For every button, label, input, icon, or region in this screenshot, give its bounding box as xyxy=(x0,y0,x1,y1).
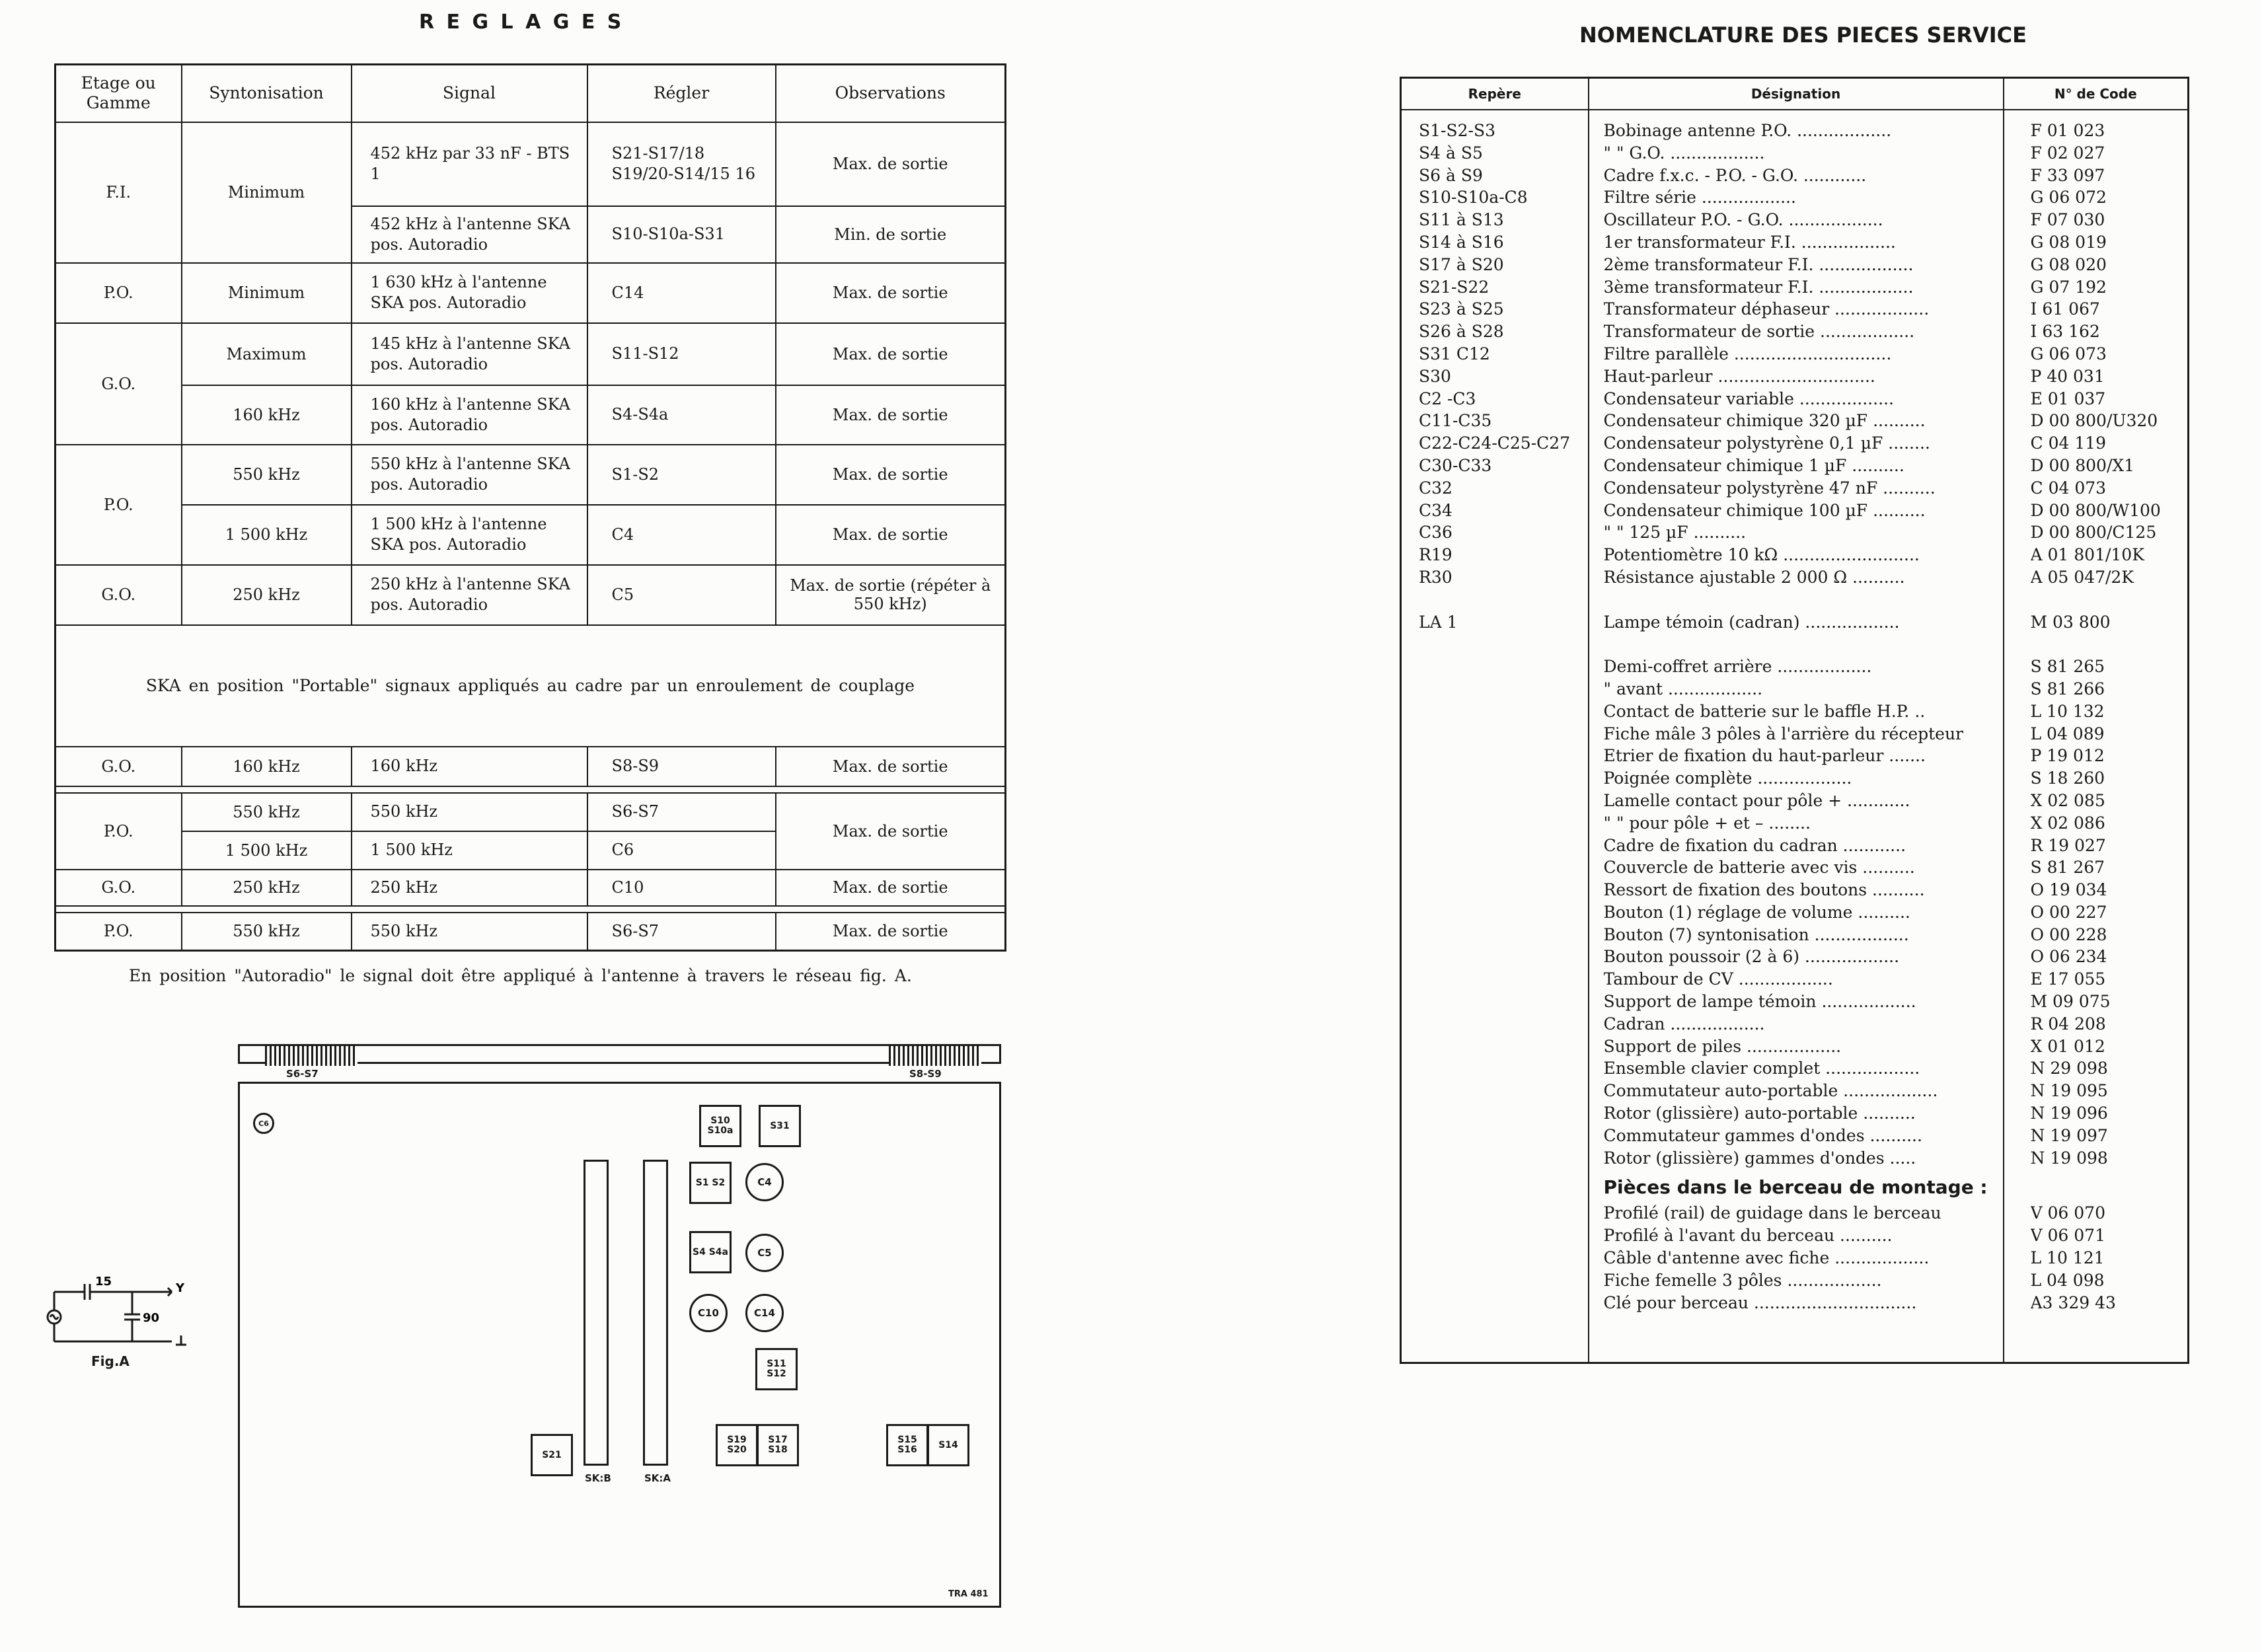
designation-item: Cadre de fixation du cadran ............ xyxy=(1603,835,1906,855)
designation-item: 2ème transformateur F.I. .................. xyxy=(1603,254,1914,274)
code-item: D 00 800/C125 xyxy=(2030,523,2157,543)
fig-y-label: Y xyxy=(176,1281,185,1295)
ska-slider xyxy=(643,1160,668,1466)
bar-comb-right xyxy=(889,1046,981,1066)
code-item: I 61 067 xyxy=(2030,299,2100,319)
designation-item: Lampe témoin (cadran) .................. xyxy=(1603,612,1900,632)
repere-item: S17 à S20 xyxy=(1419,254,1504,274)
designation-item: " " 125 µF .......... xyxy=(1603,523,1747,543)
designation-item: Lamelle contact pour pôle + ............ xyxy=(1603,790,1910,810)
repere-item: C36 xyxy=(1419,523,1452,543)
synt-cell: 550 kHz xyxy=(182,793,352,831)
etage-cell: G.O. xyxy=(56,323,182,445)
s10-box: S10 S10a xyxy=(699,1105,741,1147)
code-item: N 19 096 xyxy=(2030,1104,2108,1123)
regler-cell: C5 xyxy=(587,565,776,625)
s11-box: S11 S12 xyxy=(755,1348,798,1390)
repere-item: S1-S2-S3 xyxy=(1419,121,1495,140)
code-item: R 19 027 xyxy=(2030,835,2106,855)
designation-item: " avant .................. xyxy=(1603,679,1763,698)
obs-cell: Max. de sortie xyxy=(776,870,1006,906)
designation-item: Condensateur chimique 100 µF .......... xyxy=(1603,500,1926,520)
etage-cell: P.O. xyxy=(56,793,182,870)
header-designation: Désignation xyxy=(1589,78,2004,110)
obs-cell: Max. de sortie xyxy=(776,323,1006,385)
signal-cell: 550 kHz à l'antenne SKA pos. Autoradio xyxy=(352,445,587,505)
code-item: F 02 027 xyxy=(2030,143,2105,163)
designation-item: 3ème transformateur F.I. .................. xyxy=(1603,277,1914,297)
berceau-code-item: L 10 121 xyxy=(2030,1248,2105,1268)
code-item: G 06 073 xyxy=(2030,344,2107,363)
synt-cell: 550 kHz xyxy=(182,913,352,951)
autoradio-footnote: En position "Autoradio" le signal doit être appliqué à l'antenne à travers le réseau fig. A. xyxy=(129,966,912,985)
spacer xyxy=(1419,589,1588,611)
spacer xyxy=(2031,589,2188,611)
signal-cell: 250 kHz à l'antenne SKA pos. Autoradio xyxy=(352,565,587,625)
signal-cell: 1 500 kHz xyxy=(352,831,587,870)
code-item: N 19 097 xyxy=(2030,1125,2108,1145)
berceau-designation-item: Fiche femelle 3 pôles .................. xyxy=(1603,1270,1882,1290)
header-syntonisation: Syntonisation xyxy=(182,65,352,122)
designation-item: Poignée complète .................. xyxy=(1603,769,1852,788)
bar-label-right: S8-S9 xyxy=(909,1068,942,1080)
signal-cell: 160 kHz xyxy=(352,747,587,786)
berceau-designation-item: Profilé (rail) de guidage dans le berceau xyxy=(1603,1203,1942,1223)
designation-item: Potentiomètre 10 kΩ .......................... xyxy=(1603,545,1920,565)
obs-cell: Max. de sortie xyxy=(776,445,1006,505)
ska-label: SK:A xyxy=(644,1472,671,1484)
code-item: F 07 030 xyxy=(2030,210,2105,230)
code-item: S 81 267 xyxy=(2030,858,2105,878)
berceau-code-item: V 06 071 xyxy=(2030,1226,2105,1246)
fig-a-title: Fig.A xyxy=(91,1353,130,1369)
etage-cell: G.O. xyxy=(56,565,182,625)
spacer xyxy=(2031,633,2188,656)
code-item: R 04 208 xyxy=(2030,1014,2106,1033)
synt-cell: 550 kHz xyxy=(182,445,352,505)
repere-item: S30 xyxy=(1419,366,1451,386)
obs-cell: Max. de sortie xyxy=(776,122,1006,206)
repere-item: C34 xyxy=(1419,500,1452,520)
signal-cell: 550 kHz xyxy=(352,793,587,831)
synt-cell: Minimum xyxy=(182,263,352,323)
code-item: D 00 800/W100 xyxy=(2030,500,2161,520)
regler-cell: S11-S12 xyxy=(587,323,776,385)
nomenclature-title: NOMENCLATURE DES PIECES SERVICE xyxy=(1579,22,2027,48)
berceau-title-spacer xyxy=(2031,1169,2188,1202)
code-item: M 03 800 xyxy=(2030,612,2111,632)
etage-cell: G.O. xyxy=(56,747,182,786)
repere-item: S21-S22 xyxy=(1419,277,1489,297)
berceau-designation-item: Câble d'antenne avec fiche .................. xyxy=(1603,1248,1930,1268)
designation-item: Bouton (7) syntonisation .................. xyxy=(1603,924,1909,944)
designation-item: Cadre f.x.c. - P.O. - G.O. ............ xyxy=(1603,165,1867,185)
code-item: L 04 089 xyxy=(2030,724,2105,743)
regler-cell: S4-S4a xyxy=(587,385,776,445)
c4-circle: C4 xyxy=(745,1163,784,1201)
code-item: E 17 055 xyxy=(2030,969,2106,989)
etage-cell: P.O. xyxy=(56,913,182,951)
designation-item: Bobinage antenne P.O. .................. xyxy=(1603,121,1892,140)
designation-item: Haut-parleur .............................. xyxy=(1603,366,1875,386)
code-item: X 02 086 xyxy=(2030,813,2105,833)
code-item: O 19 034 xyxy=(2030,880,2107,900)
synt-cell: 250 kHz xyxy=(182,870,352,906)
bar-comb-left xyxy=(265,1046,358,1066)
code-item: D 00 800/U320 xyxy=(2030,411,2158,431)
code-item: N 19 098 xyxy=(2030,1148,2108,1168)
code-item: F 33 097 xyxy=(2030,165,2105,185)
regler-cell: S1-S2 xyxy=(587,445,776,505)
repere-item: S26 à S28 xyxy=(1419,322,1504,342)
berceau-code-item: L 04 098 xyxy=(2030,1270,2105,1290)
s14-box: S14 xyxy=(927,1424,969,1466)
repere-item: R19 xyxy=(1419,545,1452,565)
designation-item: Condensateur variable .................. xyxy=(1603,389,1894,408)
code-item: F 01 023 xyxy=(2030,121,2105,140)
signal-cell: 452 kHz par 33 nF - BTS 1 xyxy=(352,122,587,206)
bar-label-left: S6-S7 xyxy=(286,1068,319,1080)
code-item: O 00 228 xyxy=(2030,924,2107,944)
repere-item: C32 xyxy=(1419,478,1452,498)
code-item: C 04 073 xyxy=(2030,478,2107,498)
signal-cell: 145 kHz à l'antenne SKA pos. Autoradio xyxy=(352,323,587,385)
designation-item: Filtre série .................. xyxy=(1603,188,1796,207)
regler-cell: C10 xyxy=(587,870,776,906)
designation-item: " " G.O. .................. xyxy=(1603,143,1765,163)
regler-cell: C4 xyxy=(587,505,776,565)
ground-icon xyxy=(176,1335,186,1345)
code-item: E 01 037 xyxy=(2030,389,2106,408)
code-item: X 02 085 xyxy=(2030,790,2105,810)
code-item: G 08 020 xyxy=(2030,254,2107,274)
synt-cell: 1 500 kHz xyxy=(182,505,352,565)
designation-item: Condensateur chimique 1 µF .......... xyxy=(1603,455,1904,475)
repere-item: S23 à S25 xyxy=(1419,299,1504,319)
spacer xyxy=(1604,633,2003,656)
obs-cell: Max. de sortie xyxy=(776,747,1006,786)
code-item: N 29 098 xyxy=(2030,1059,2108,1078)
repere-item: S10-S10a-C8 xyxy=(1419,188,1528,207)
spacer xyxy=(1604,589,2003,611)
designation-item: Bouton poussoir (2 à 6) .................. xyxy=(1603,947,1900,967)
designation-item: Commutateur auto-portable .................. xyxy=(1603,1081,1938,1101)
code-item: C 04 119 xyxy=(2030,433,2107,453)
synt-cell: Minimum xyxy=(182,122,352,263)
regler-cell: S6-S7 xyxy=(587,793,776,831)
code-item: I 63 162 xyxy=(2030,322,2100,342)
header-signal: Signal xyxy=(352,65,587,122)
code-item: G 06 072 xyxy=(2030,188,2107,207)
designation-item: 1er transformateur F.I. .................. xyxy=(1603,232,1896,252)
repere-item: LA 1 xyxy=(1419,612,1458,632)
code-item: O 06 234 xyxy=(2030,947,2107,967)
top-slider-bar xyxy=(238,1044,1001,1064)
code-item: A 05 047/2K xyxy=(2030,567,2134,587)
header-etage: Etage ou Gamme xyxy=(56,65,182,122)
code-item: A 01 801/10K xyxy=(2030,545,2144,565)
s19-box: S19 S20 xyxy=(716,1424,758,1466)
s21-box: S21 xyxy=(531,1434,573,1476)
designation-item: Commutateur gammes d'ondes .......... xyxy=(1603,1125,1922,1145)
designation-item: Cadran .................. xyxy=(1603,1014,1765,1033)
s1-box: S1 S2 xyxy=(689,1162,732,1204)
code-item: G 08 019 xyxy=(2030,232,2107,252)
designation-item: Support de piles .................. xyxy=(1603,1036,1842,1056)
regler-cell: S21-S17/18 S19/20-S14/15 16 xyxy=(587,122,776,206)
designation-item: Contact de batterie sur le baffle H.P. .. xyxy=(1603,701,1926,721)
s31-box: S31 xyxy=(759,1105,801,1147)
code-item: P 19 012 xyxy=(2030,746,2105,766)
code-item: S 81 266 xyxy=(2030,679,2105,698)
designation-item: Tambour de CV .................. xyxy=(1603,969,1833,989)
designation-item: Bouton (1) réglage de volume .......... xyxy=(1603,902,1910,922)
designation-item: Condensateur polystyrène 0,1 µF ........ xyxy=(1603,433,1930,453)
c5-circle: C5 xyxy=(745,1234,784,1272)
synt-cell: 250 kHz xyxy=(182,565,352,625)
c14-circle: C14 xyxy=(745,1294,784,1332)
designation-item: Support de lampe témoin .................. xyxy=(1603,992,1916,1012)
regler-cell: S6-S7 xyxy=(587,913,776,951)
berceau-title: Pièces dans le berceau de montage : xyxy=(1603,1176,1988,1199)
signal-cell: 1 630 kHz à l'antenne SKA pos. Autoradio xyxy=(352,263,587,323)
repere-item: C22-C24-C25-C27 xyxy=(1419,433,1571,453)
designation-item: Fiche mâle 3 pôles à l'arrière du récepteur xyxy=(1603,724,1964,743)
signal-cell: 250 kHz xyxy=(352,870,587,906)
obs-cell: Max. de sortie xyxy=(776,913,1006,951)
repere-item: S14 à S16 xyxy=(1419,232,1504,252)
designation-item: Transformateur de sortie .................. xyxy=(1603,322,1915,342)
regler-cell: S8-S9 xyxy=(587,747,776,786)
signal-cell: 160 kHz à l'antenne SKA pos. Autoradio xyxy=(352,385,587,445)
skb-slider xyxy=(584,1160,609,1466)
repere-item: R30 xyxy=(1419,567,1452,587)
designation-item: Transformateur déphaseur .................. xyxy=(1603,299,1930,319)
designation-item: Filtre parallèle .............................. xyxy=(1603,344,1892,363)
repere-item: C30-C33 xyxy=(1419,455,1492,475)
repere-item: C11-C35 xyxy=(1419,411,1492,431)
fig-cap2-label: 90 xyxy=(143,1311,160,1325)
designation-item: Etrier de fixation du haut-parleur ....... xyxy=(1603,746,1926,766)
code-column xyxy=(2031,120,2188,1169)
designation-item: Rotor (glissière) auto-portable .......... xyxy=(1603,1104,1916,1123)
repere-item: S4 à S5 xyxy=(1419,143,1483,163)
etage-cell: F.I. xyxy=(56,122,182,263)
berceau-designation-item: Clé pour berceau ............................... xyxy=(1603,1293,1917,1312)
synt-cell: Maximum xyxy=(182,323,352,385)
etage-cell: P.O. xyxy=(56,445,182,565)
signal-cell: 452 kHz à l'antenne SKA pos. Autoradio xyxy=(352,206,587,263)
etage-cell: P.O. xyxy=(56,263,182,323)
designation-column xyxy=(1604,120,2003,1169)
code-item: S 81 265 xyxy=(2030,657,2105,677)
tra-label: TRA 481 xyxy=(948,1589,989,1599)
obs-cell: Max. de sortie (répéter à 550 kHz) xyxy=(776,565,1006,625)
obs-cell: Max. de sortie xyxy=(776,793,1006,870)
circuit-board xyxy=(238,1082,1001,1608)
repere-item: S11 à S13 xyxy=(1419,210,1504,230)
synt-cell: 1 500 kHz xyxy=(182,831,352,870)
header-observations: Observations xyxy=(776,65,1006,122)
obs-cell: Max. de sortie xyxy=(776,263,1006,323)
header-code: N° de Code xyxy=(2004,78,2189,110)
designation-item: Condensateur polystyrène 47 nF .......... xyxy=(1603,478,1936,498)
reglages-table xyxy=(54,63,1006,952)
designation-item: Rotor (glissière) gammes d'ondes ..... xyxy=(1603,1148,1916,1168)
designation-item: Ressort de fixation des boutons .......... xyxy=(1603,880,1925,900)
repere-item: C2 -C3 xyxy=(1419,389,1476,408)
regler-cell: S10-S10a-S31 xyxy=(587,206,776,263)
synt-cell: 160 kHz xyxy=(182,747,352,786)
code-item: M 09 075 xyxy=(2030,992,2111,1012)
s4-box: S4 S4a xyxy=(689,1231,732,1273)
code-item: S 18 260 xyxy=(2030,769,2105,788)
obs-cell: Max. de sortie xyxy=(776,505,1006,565)
skb-label: SK:B xyxy=(585,1472,611,1484)
signal-cell: 550 kHz xyxy=(352,913,587,951)
obs-cell: Min. de sortie xyxy=(776,206,1006,263)
regler-cell: C14 xyxy=(587,263,776,323)
header-repere: Repère xyxy=(1401,78,1589,110)
code-item: N 19 095 xyxy=(2030,1081,2108,1101)
repere-item: S6 à S9 xyxy=(1419,165,1483,185)
designation-item: Oscillateur P.O. - G.O. .................. xyxy=(1603,210,1883,230)
regler-cell: C6 xyxy=(587,831,776,870)
designation-item: Demi-coffret arrière .................. xyxy=(1603,657,1872,677)
ska-note: SKA en position "Portable" signaux appliqués au cadre par un enroulement de couplage xyxy=(56,625,1006,747)
berceau-designation-item: Profilé à l'avant du berceau .......... xyxy=(1603,1226,1893,1246)
berceau-code-column xyxy=(2031,1202,2188,1314)
designation-item: Couvercle de batterie avec vis .......... xyxy=(1603,858,1915,878)
code-item: O 00 227 xyxy=(2030,902,2107,922)
fig-cap-label: 15 xyxy=(95,1275,112,1289)
berceau-designation-column xyxy=(1604,1202,2003,1314)
c6-marker: C6 xyxy=(253,1113,274,1134)
reglages-title: R E G L A G E S xyxy=(419,11,624,34)
synt-cell: 160 kHz xyxy=(182,385,352,445)
repere-column xyxy=(1419,120,1588,633)
designation-item: " " pour pôle + et – ........ xyxy=(1603,813,1811,833)
code-item: L 10 132 xyxy=(2030,701,2105,721)
code-item: X 01 012 xyxy=(2030,1036,2105,1056)
designation-item: Condensateur chimique 320 µF .......... xyxy=(1603,411,1926,431)
code-item: D 00 800/X1 xyxy=(2030,455,2135,475)
berceau-code-item: V 06 070 xyxy=(2030,1203,2105,1223)
designation-item: Résistance ajustable 2 000 Ω .......... xyxy=(1603,567,1905,587)
signal-cell: 1 500 kHz à l'antenne SKA pos. Autoradio xyxy=(352,505,587,565)
nomenclature-table xyxy=(1400,77,2189,1364)
fig-a-network xyxy=(40,1272,198,1358)
etage-cell: G.O. xyxy=(56,870,182,906)
header-regler: Régler xyxy=(587,65,776,122)
s15-box: S15 S16 xyxy=(886,1424,928,1466)
code-item: P 40 031 xyxy=(2030,366,2105,386)
repere-item: S31 C12 xyxy=(1419,344,1490,363)
berceau-code-item: A3 329 43 xyxy=(2030,1293,2116,1312)
c10-circle: C10 xyxy=(689,1294,728,1332)
designation-item: Ensemble clavier complet .................. xyxy=(1603,1059,1920,1078)
code-item: G 07 192 xyxy=(2030,277,2107,297)
s17-box: S17 S18 xyxy=(757,1424,799,1466)
obs-cell: Max. de sortie xyxy=(776,385,1006,445)
